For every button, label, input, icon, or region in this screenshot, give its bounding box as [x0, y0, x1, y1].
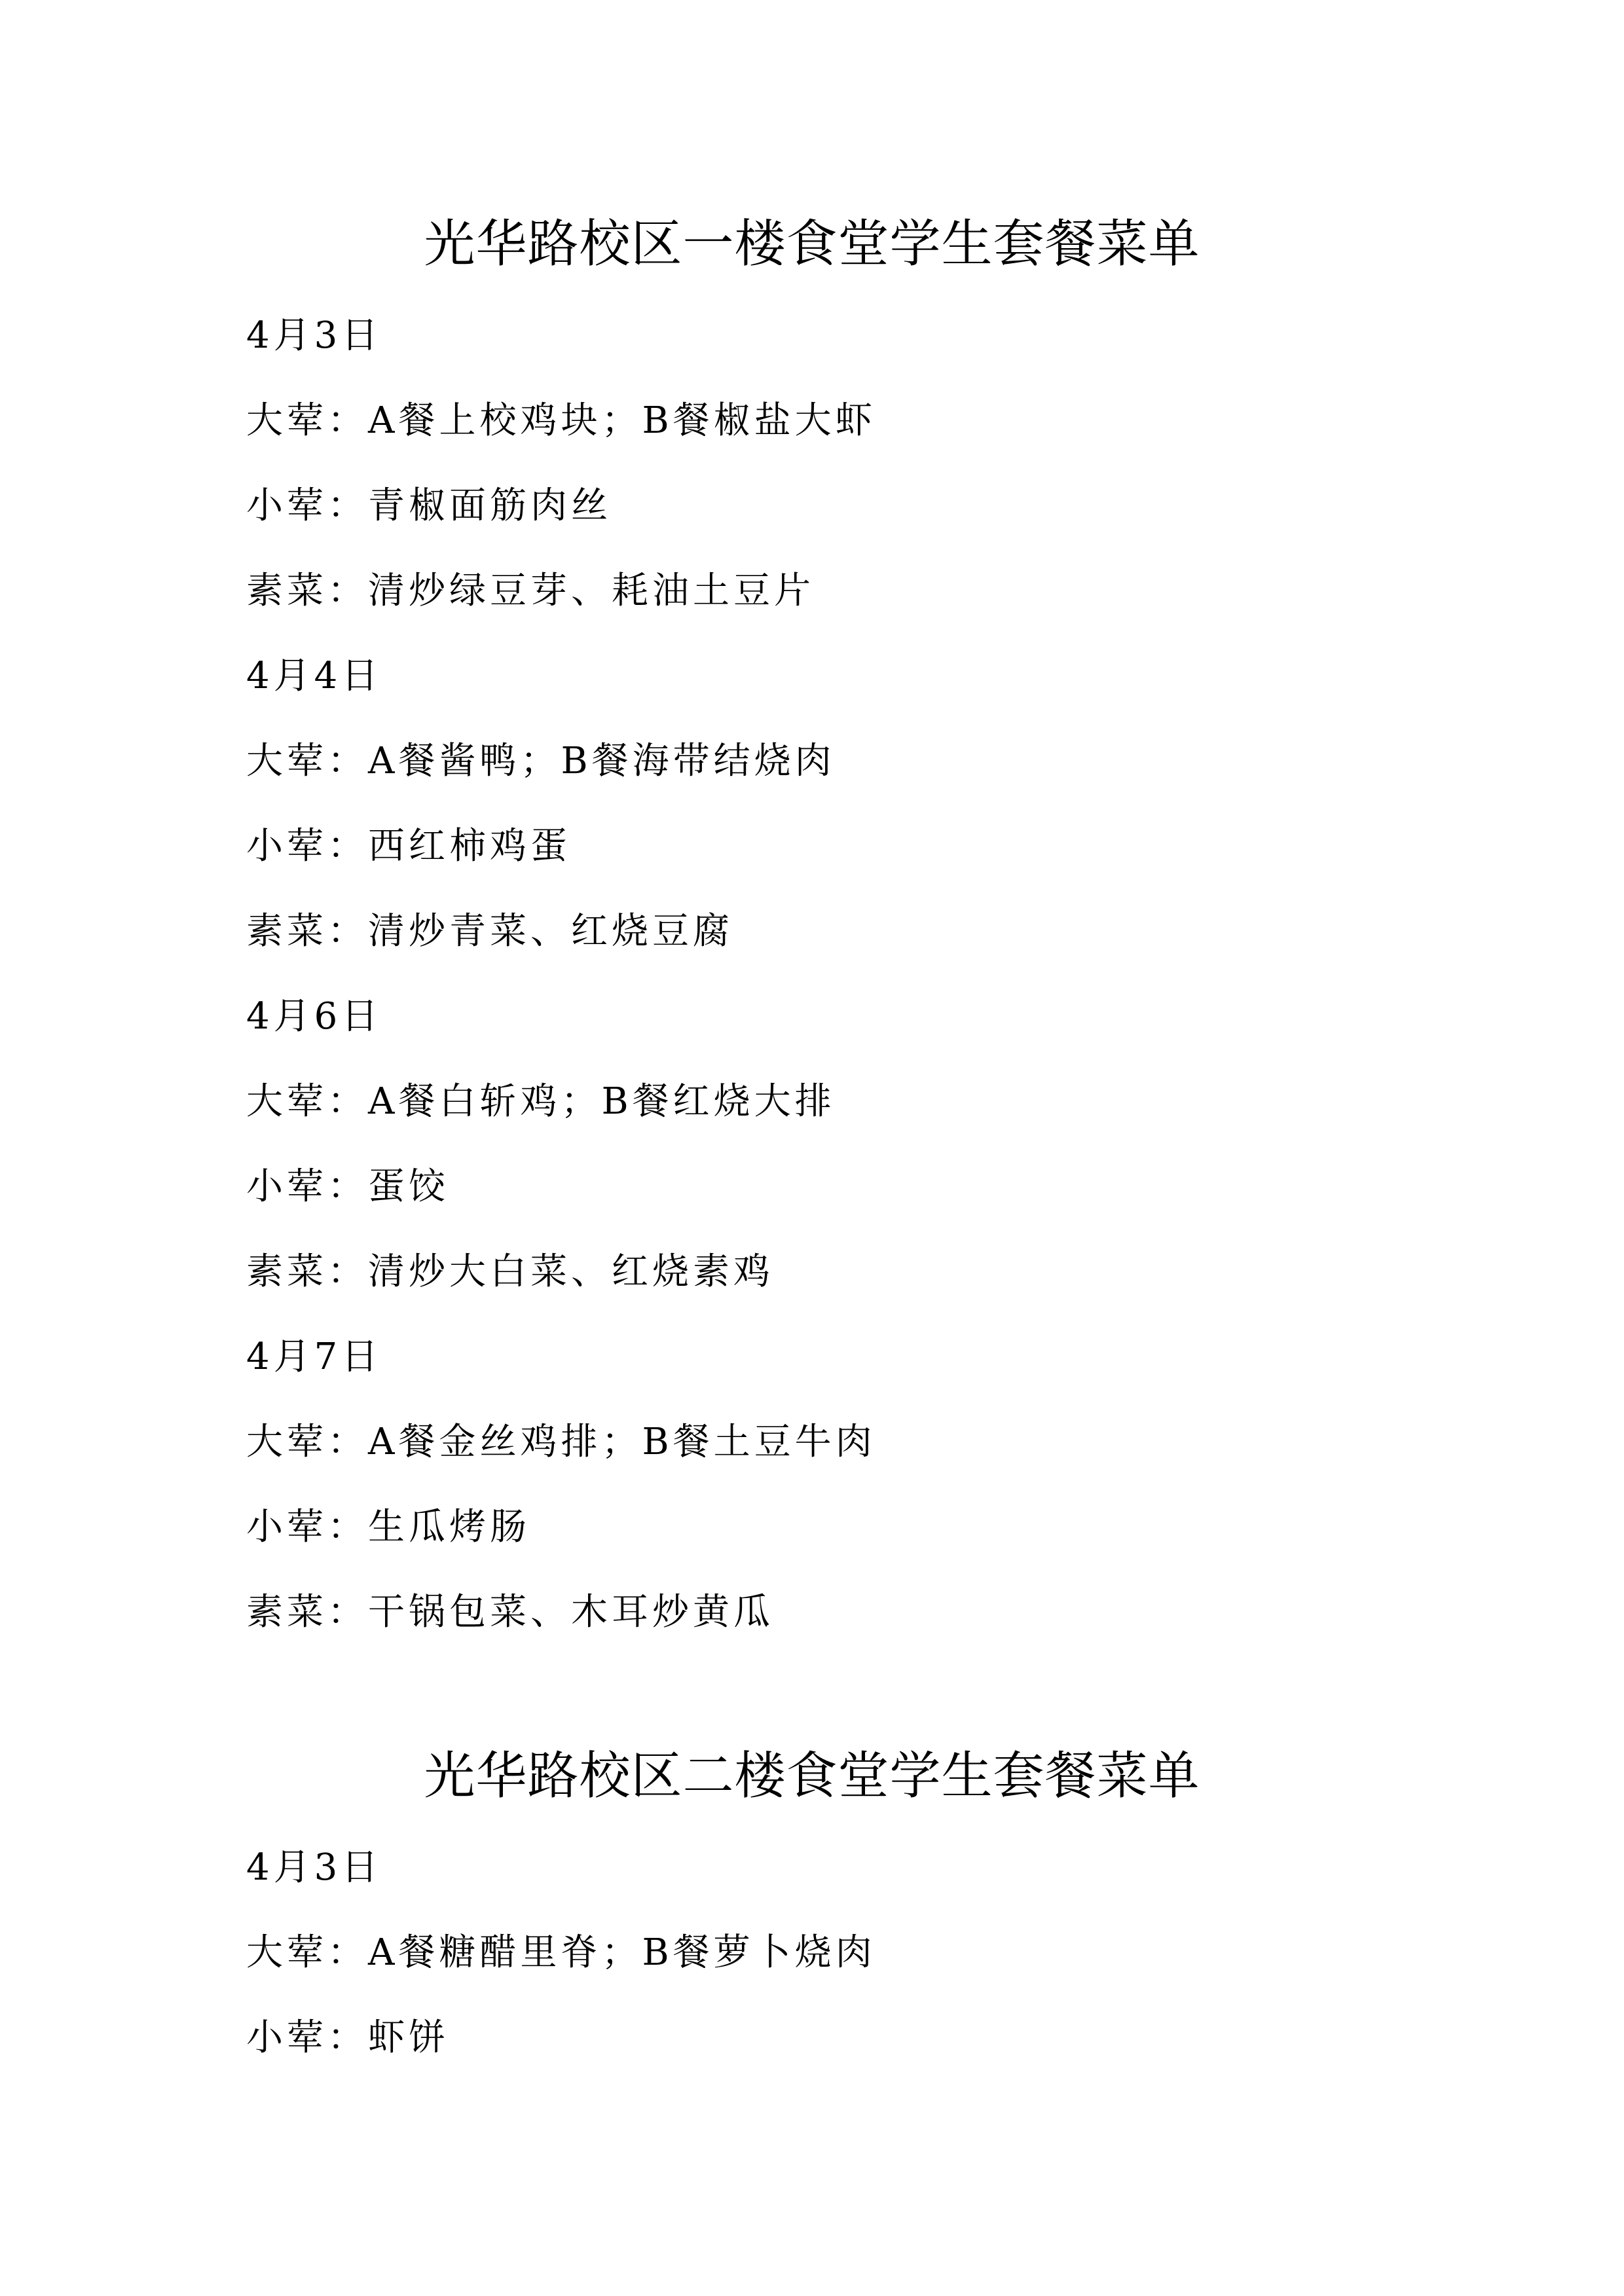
menu-line-main-meat: 大荤：A餐糖醋里脊；B餐萝卜烧肉: [246, 1931, 876, 1974]
menu-line-side-meat: 小荤：生瓜烤肠: [246, 1506, 530, 1548]
menu-line-main-meat: 大荤：A餐酱鸭；B餐海带结烧肉: [246, 740, 836, 782]
menu-date: 4月3日: [246, 1846, 382, 1889]
menu-date: 4月4日: [246, 655, 382, 697]
menu-line-vegetable: 素菜：清炒绿豆芽、耗油土豆片: [246, 570, 815, 612]
menu-line-side-meat: 小荤：蛋饺: [246, 1165, 449, 1208]
menu-section-second-floor: [0, 1740, 1624, 2081]
menu-date: 4月7日: [246, 1336, 382, 1378]
menu-line-side-meat: 小荤：西红柿鸡蛋: [246, 825, 571, 867]
menu-lines: [0, 1825, 1624, 2081]
menu-line-main-meat: 大荤：A餐上校鸡块；B餐椒盐大虾: [246, 399, 876, 442]
menu-title: 光华路校区二楼食堂学生套餐菜单: [424, 1747, 1200, 1806]
menu-line-vegetable: 素菜：清炒青菜、红烧豆腐: [246, 910, 733, 953]
menu-line-main-meat: 大荤：A餐金丝鸡排；B餐土豆牛肉: [246, 1421, 876, 1463]
menu-line-main-meat: 大荤：A餐白斩鸡；B餐红烧大排: [246, 1080, 836, 1123]
menu-section-first-floor: [0, 208, 1624, 1655]
menu-line-vegetable: 素菜：清炒大白菜、红烧素鸡: [246, 1250, 774, 1293]
menu-title: 光华路校区一楼食堂学生套餐菜单: [424, 215, 1200, 274]
menu-line-vegetable: 素菜：干锅包菜、木耳炒黄瓜: [246, 1591, 774, 1633]
menu-lines: [0, 293, 1624, 1655]
menu-line-side-meat: 小荤：虾饼: [246, 2016, 449, 2059]
menu-date: 4月3日: [246, 314, 382, 357]
menu-date: 4月6日: [246, 995, 382, 1038]
menu-line-side-meat: 小荤：青椒面筋肉丝: [246, 484, 612, 527]
